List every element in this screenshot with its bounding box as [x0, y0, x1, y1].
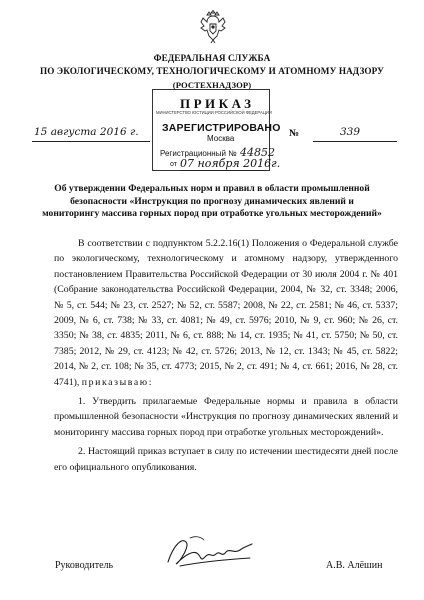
order-body [54, 236, 398, 475]
paragraph-preamble [54, 236, 398, 390]
order-date-underline [32, 141, 150, 142]
document-type: ПРИКАЗ [180, 96, 255, 111]
handwritten-signature [160, 532, 258, 572]
stamp-from-label: от [170, 161, 177, 168]
agency-short-name: (РОСТЕХНАДЗОР) [172, 80, 252, 90]
order-number: 339 [340, 126, 361, 138]
stamp-city: Москва [207, 134, 235, 143]
order-date: 15 августа 2016 г. [34, 126, 139, 138]
preamble-text: В соответствии с подпунктом 5.2.2.16(1) Положения о Федеральной службе по экологическому, технологическому и атомному надзору, утвержденного постановлением Правительства Российской Федерации от 30 июля 2004 г. № 401 (Собрание законодательства Российской Федерации, 2004, № 32, ст. 3348; 2006, № 5, ст. 544; № 23, ст. 2527; № 52, ст. 5587; 2008, № 22, ст. 2581; № 46, ст. 5337; 2009, № 6, ст. 738; № 33, ст. 4081; № 49, ст. 5976; 2010, № 9, ст. 960; № 26, ст. 3350; № 38, ст. 4835; 2011, № 6, ст. 888; № 14, ст. 1935; № 41, ст. 5750; № 50, ст. 7385; 2012, № 29, ст. 4123; № 42, ст. 5726; 2013, № 12, ст. 1343; № 45, ст. 5822; 2014, № 2, ст. 108; № 35, ст. 4773; 2015, № 2, ст. 491; № 4, ст. 661; 2016, № 28, ст. 4741), [54, 238, 398, 388]
coat-of-arms-icon [197, 10, 229, 44]
stamp-ministry: МИНИСТЕРСТВО ЮСТИЦИИ РОССИЙСКОЙ ФЕДЕРАЦИИ [156, 110, 272, 115]
signatory-role: Руководитель [55, 560, 114, 571]
signatory-name: А.В. Алёшин [326, 560, 383, 571]
stamp-registered: ЗАРЕГИСТРИРОВАНО [162, 122, 281, 134]
agency-name-line1: ФЕДЕРАЛЬНАЯ СЛУЖБА [153, 53, 271, 63]
stamp-reg-label: Регистрационный № [160, 149, 237, 158]
stamp-reg-number: 44852 [239, 146, 275, 159]
order-number-underline [313, 141, 397, 142]
order-number-sign: № [289, 128, 300, 139]
order-directive: приказываю: [81, 376, 154, 388]
agency-name-line2: ПО ЭКОЛОГИЧЕСКОМУ, ТЕХНОЛОГИЧЕСКОМУ И АТОМНОМУ НАДЗОРУ [40, 66, 384, 76]
order-title: Об утверждении Федеральных норм и правил в области промышленной безопасности «Инструкция по прогнозу динамических явлений и мониторингу массива горных пород при отработке угольных месторождений» [42, 183, 382, 220]
stamp-date: 07 ноября 2016г. [180, 157, 281, 170]
paragraph-item-2: 2. Настоящий приказ вступает в силу по истечении шестидесяти дней после его официального опубликования. [54, 446, 398, 473]
paragraph-item-1: 1. Утвердить прилагаемые Федеральные нормы и правила в области промышленной безопасности «Инструкция по прогнозу динамических явлений и мониторингу массива горных пород при отработке угольных месторождений». [54, 396, 398, 438]
stamp-date-underline [180, 170, 266, 171]
